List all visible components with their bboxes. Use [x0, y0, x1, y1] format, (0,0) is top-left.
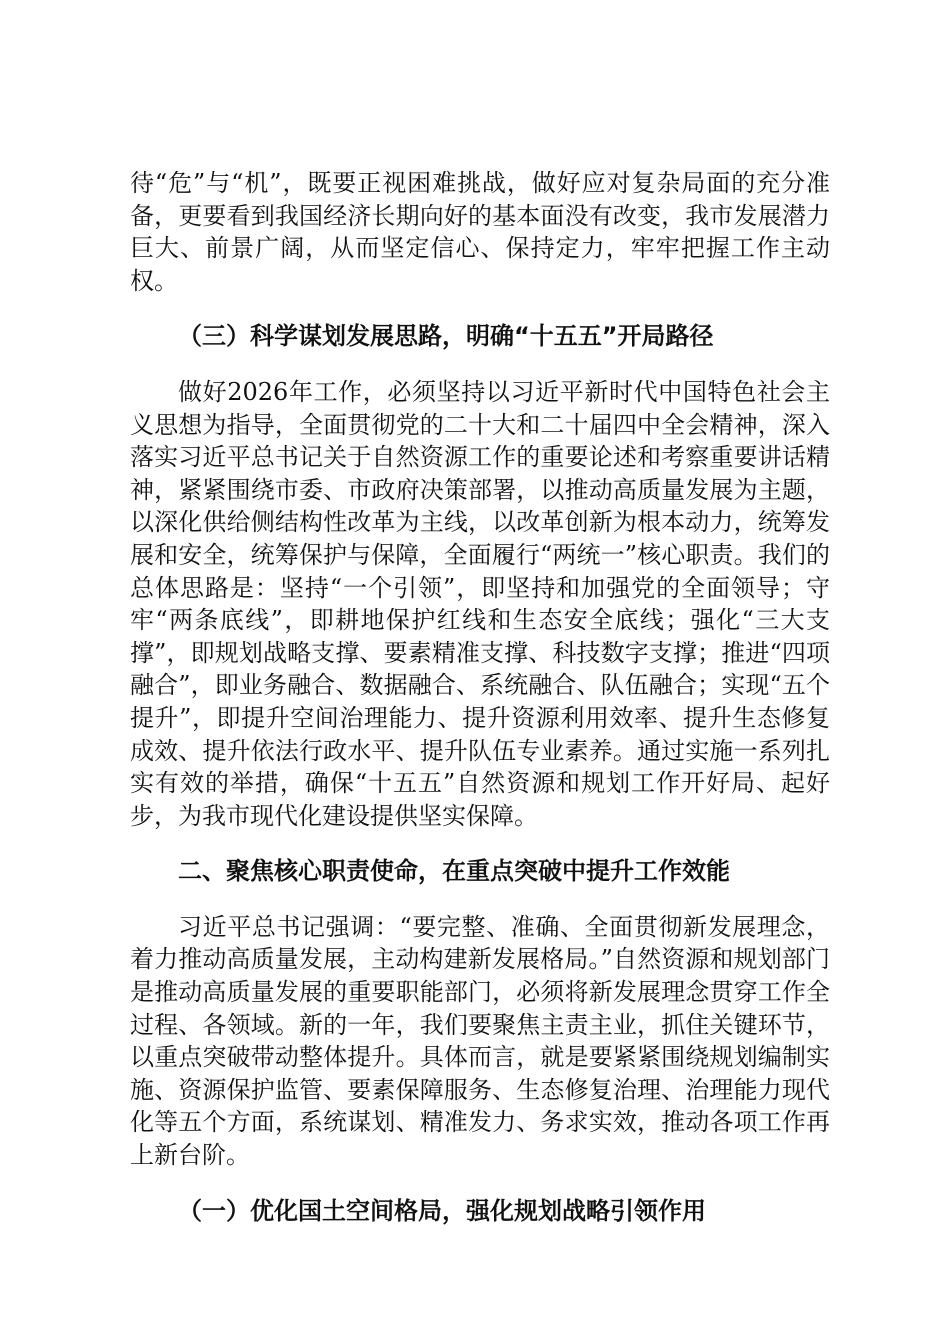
section-heading-3: （三）科学谋划发展思路，明确“十五五”开局路径 [178, 322, 714, 351]
paragraph-continuation: 待“危”与“机”，既要正视困难挑战，做好应对复杂局面的充分准备，更要看到我国经济长期向好的基本面没有改变，我市发展潜力巨大、前景广阔，从而坚定信心、保持定力，牢牢把握工作主动权。 [130, 169, 830, 295]
document-body [130, 167, 830, 1250]
section-heading-1: （一）优化国土空间格局，强化规划战略引领作用 [178, 1196, 706, 1225]
paragraph-overall-approach: 做好2026年工作，必须坚持以习近平新时代中国特色社会主义思想为指导，全面贯彻党的二十大和二十届四中全会精神，深入落实习近平总书记关于自然资源工作的重要论述和考察重要讲话精神，紧紧围绕市委、市政府决策部署，以推动高质量发展为主题，以深化供给侧结构性改革为主线，以改革创新为根本动力，统筹发展和安全，统筹保护与保障，全面履行“两统一”核心职责。我们的总体思路是：坚持“一个引领”，即坚持和加强党的全面领导；守牢“两条底线”，即耕地保护红线和生态安全底线；强化“三大支撑”，即规划战略支撑、要素精准支撑、科技数字支撑；推进“四项融合”，即业务融合、数据融合、系统融合、队伍融合；实现“五个提升”，即提升空间治理能力、提升资源利用效率、提升生态修复成效、提升依法行政水平、提升队伍专业素养。通过实施一系列扎实有效的举措，确保“十五五”自然资源和规划工作开好局、起好步，为我市现代化建设提供坚实保障。 [130, 377, 830, 830]
section-heading-part-2: 二、聚焦核心职责使命，在重点突破中提升工作效能 [178, 857, 730, 886]
paragraph-core-duties: 习近平总书记强调：“要完整、准确、全面贯彻新发展理念，着力推动高质量发展，主动构建新发展格局。”自然资源和规划部门是推动高质量发展的重要职能部门，必须将新发展理念贯穿工作全过程、各领域。新的一年，我们要聚焦主责主业，抓住关键环节，以重点突破带动整体提升。具体而言，就是要紧紧围绕规划编制实施、资源保护监管、要素保障服务、生态修复治理、治理能力现代化等五个方面，系统谋划、精准发力、务求实效，推动各项工作再上新台阶。 [130, 912, 830, 1170]
